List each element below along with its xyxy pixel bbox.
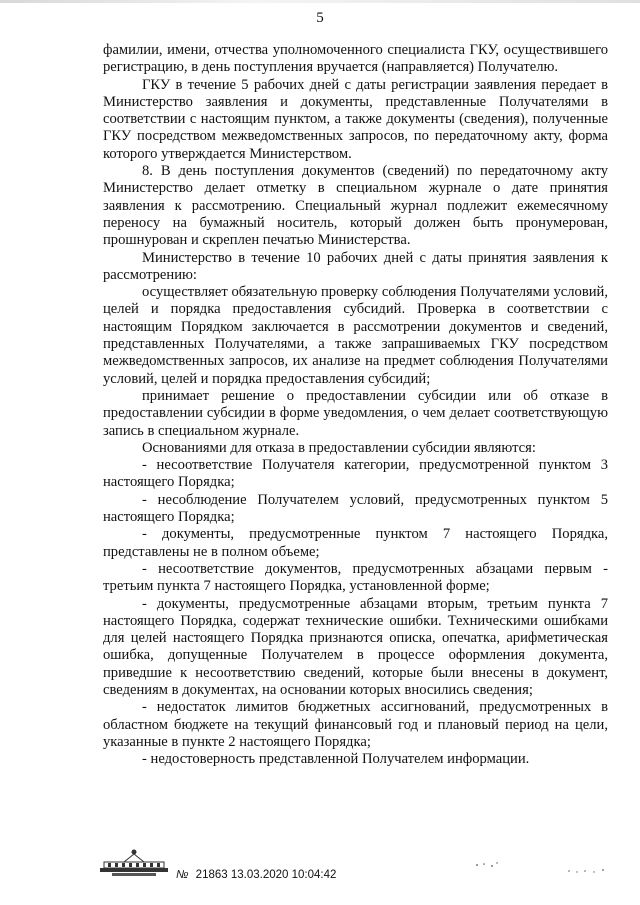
registration-timestamp: 13.03.2020 10:04:42 xyxy=(230,869,337,881)
government-seal-icon xyxy=(98,847,174,877)
number-sign: № xyxy=(176,869,189,881)
scan-edge xyxy=(0,0,640,3)
list-item: - несоответствие документов, предусмотренных абзацами первым - третьим пункта 7 настоящего Порядка, установленной форме; xyxy=(103,560,608,595)
document-body xyxy=(103,42,608,768)
page-footer xyxy=(98,845,618,885)
paragraph: Министерство в течение 10 рабочих дней с даты принятия заявления к рассмотрению: xyxy=(103,249,608,283)
paragraph: ГКУ в течение 5 рабочих дней с даты регистрации заявления передает в Министерство заявления и документы, представленные Получателями в соответствии с настоящим пунктом, а также документы (сведения), полученные ГКУ посредством межведомственных запросов, по передаточному акту, форма которого утверждается Министерством. xyxy=(103,76,608,162)
list-item: - документы, предусмотренные абзацами вторым, третьим пункта 7 настоящего Порядка, содержат технические ошибки. Техническими ошибками для целей настоящего Порядка признаются описка, опечатка, арифметическая ошибка, допущенные Получателем в процессе оформления документа, приведшие к несоответствию сведений, которые были внесены в документ, сведениям в документах, на основании которых вносились сведения; xyxy=(103,595,608,698)
scan-noise xyxy=(473,859,613,879)
paragraph: принимает решение о предоставлении субсидии или об отказе в предоставлении субсидии в форме уведомления, о чем делает соответствующую запись в специальном журнале. xyxy=(103,387,608,439)
list-item: - документы, предусмотренные пунктом 7 настоящего Порядка, представлены не в полном объеме; xyxy=(103,526,608,560)
paragraph: осуществляет обязательную проверку соблюдения Получателями условий, целей и порядка предоставления субсидий. Проверка в соответствии с настоящим Порядком заключается в рассмотрении документов и сведений, представленных Получателями, а также запрашиваемых ГКУ посредством межведомственных запросов, их анализе на предмет соблюдения Получателями условий, целей и порядка предоставления субсидий; xyxy=(103,284,608,387)
page-number: 5 xyxy=(316,10,324,26)
paragraph: Основаниями для отказа в предоставлении субсидии являются: xyxy=(142,439,536,456)
list-item: - недостоверность представленной Получателем информации. xyxy=(142,751,530,768)
paragraph: фамилии, имени, отчества уполномоченного специалиста ГКУ, осуществившего регистрацию, в день поступления вручается (направляется) Получателю. xyxy=(103,42,608,76)
registration-number: 21863 xyxy=(195,869,228,881)
list-item: - несоблюдение Получателем условий, предусмотренных пунктом 5 настоящего Порядка; xyxy=(103,491,608,526)
list-item: - несоответствие Получателя категории, предусмотренной пунктом 3 настоящего Порядка; xyxy=(103,457,608,491)
paragraph: 8. В день поступления документов (сведений) по передаточному акту Министерство делает отметку в специальном журнале о дате принятия заявления к рассмотрению. Специальный журнал подлежит ежемесячному переносу на бумажный носитель, который должен быть пронумерован, прошнурован и скреплен печатью Министерства. xyxy=(103,163,608,249)
list-item: - недостаток лимитов бюджетных ассигнований, предусмотренных в областном бюджете на текущий финансовый год и плановый период на цели, указанные в пункте 2 настоящего Порядка; xyxy=(103,699,608,750)
registration-stamp xyxy=(176,869,336,881)
